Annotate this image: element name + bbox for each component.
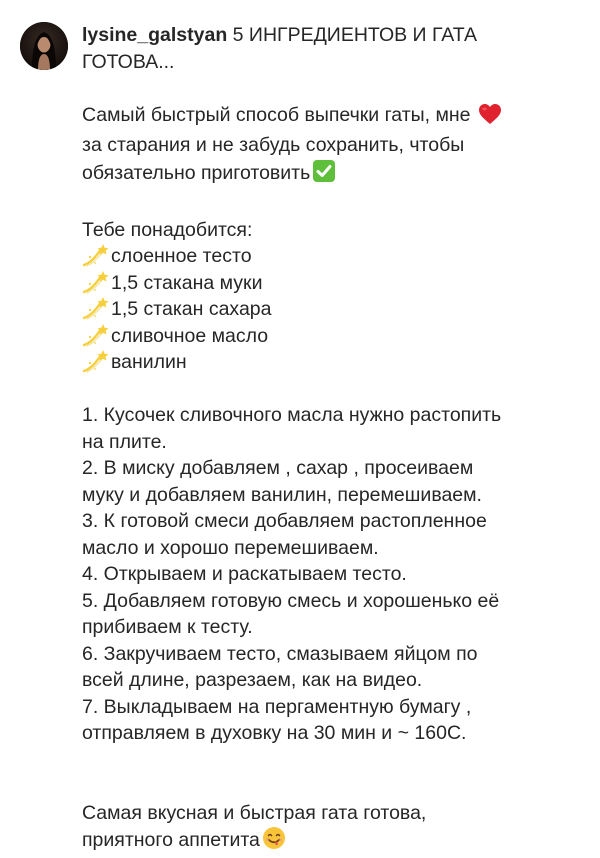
yum-face-icon (262, 826, 286, 858)
username-link[interactable]: lysine_galstyan (82, 24, 228, 46)
dizzy-star-icon (82, 243, 109, 267)
caption-title-text: 5 ИНГРЕДИЕНТОВ И ГАТА (227, 24, 477, 46)
step-line: всей длине, разрезаем, как на видео. (82, 669, 423, 691)
intro-text-1: Самый быстрый способ выпечки гаты, мне (82, 103, 476, 126)
ingredients-list (82, 243, 582, 376)
ingredient-text: сливочное масло (111, 324, 269, 347)
ingredients-heading: Тебе понадобится: (82, 218, 253, 241)
step-item (82, 694, 582, 747)
outro-text-2: приятного аппетита (82, 829, 260, 851)
step-line: 3. К готовой смеси добавляем растопленное (82, 510, 487, 532)
caption-title-line-1 (82, 22, 582, 49)
avatar-image (20, 22, 68, 70)
intro-text-3: обязательно приготовить (82, 161, 311, 184)
ingredient-text: 1,5 стакана муки (111, 271, 263, 294)
ingredient-text: ванилин (111, 351, 187, 373)
intro-line-3 (82, 159, 582, 191)
intro-line-1 (82, 102, 582, 133)
step-line: на плите. (82, 430, 167, 453)
step-line: 1. Кусочек сливочного масла нужно растопить (82, 404, 502, 426)
step-line: муку и добавляем ванилин, перемешиваем. (82, 483, 482, 506)
outro-line-1: Самая вкусная и быстрая гата готова, (82, 801, 427, 824)
check-mark-button-icon (312, 159, 336, 191)
step-line: 4. Открываем и раскатываем тесто. (82, 563, 407, 585)
step-line: 2. В миску добавляем , сахар , просеиваем (82, 457, 474, 479)
ingredient-item (82, 243, 582, 270)
ingredient-item (82, 323, 582, 350)
ingredient-item (82, 296, 582, 323)
step-line: 7. Выкладываем на пергаментную бумагу , (82, 695, 472, 718)
step-line: отправляем в духовку на 30 мин и ~ 160C. (82, 722, 467, 744)
step-line: масло и хорошо перемешиваем. (82, 536, 379, 559)
step-item (82, 561, 582, 588)
step-line: прибиваем к тесту. (82, 616, 253, 638)
step-item (82, 455, 582, 508)
step-item (82, 588, 582, 641)
red-heart-icon (478, 103, 502, 133)
outro-line-2 (82, 826, 582, 858)
step-item (82, 508, 582, 561)
avatar[interactable] (20, 22, 68, 70)
post-caption (82, 22, 582, 858)
ingredient-text: слоенное тесто (111, 245, 252, 267)
step-item (82, 402, 582, 455)
dizzy-star-icon (82, 349, 109, 373)
ingredient-item (82, 349, 582, 376)
ingredient-text: 1,5 стакан сахара (111, 298, 272, 320)
caption-title-line-2: ГОТОВА... (82, 50, 175, 73)
ingredient-item (82, 270, 582, 297)
dizzy-star-icon (82, 296, 109, 320)
step-line: 5. Добавляем готовую смесь и хорошенько её (82, 589, 500, 612)
dizzy-star-icon (82, 270, 109, 294)
step-line: 6. Закручиваем тесто, смазываем яйцом по (82, 642, 478, 665)
steps-list (82, 402, 582, 747)
intro-line-2: за старания и не забудь сохранить, чтобы (82, 134, 465, 156)
dizzy-star-icon (82, 323, 109, 347)
step-item (82, 641, 582, 694)
